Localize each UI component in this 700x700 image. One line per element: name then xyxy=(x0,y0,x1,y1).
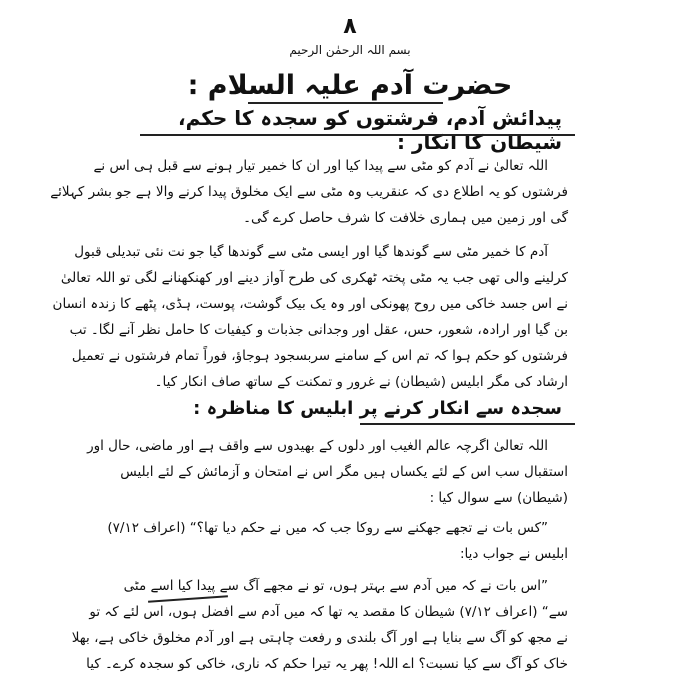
page-number: ۸ xyxy=(343,14,357,39)
paragraph-line: خاک کو آگ سے کیا نسبت؟ اے اللہ! پھر یہ تیرا حکم کہ ناری، خاکی کو سجدہ کرے۔ کیا xyxy=(86,656,568,672)
quran-quote: ”کس بات نے تجھے جھکنے سے روکا جب کہ میں نے حکم دیا تھا؟“ (اعراف ۷/۱۲) xyxy=(107,520,548,536)
chapter-heading: حضرت آدم علیہ السلام : xyxy=(187,70,513,101)
paragraph-line: فرشتوں کو یہ اطلاع دی کہ عنقریب وہ مٹی سے ایک مخلوق پیدا کرنے والا ہے جو بشر کہلائے xyxy=(50,184,568,200)
paragraph-line: نے مجھ کو آگ سے بنایا ہے اور آگ بلندی و رفعت چاہتی ہے اور آدم مخلوق خاکی ہے، بھلا xyxy=(71,630,568,646)
quran-quote-line: ”اس بات نے کہ میں آدم سے بہتر ہوں، تو نے مجھے آگ سے پیدا کیا اسے مٹی xyxy=(123,578,548,594)
paragraph-line: نے اس جسد خاکی میں روح پھونکی اور وہ یک بیک گوشت، پوست، ہڈی، پٹھے کا زندہ انسان xyxy=(52,296,568,312)
section-heading-underline xyxy=(360,423,575,425)
subheading-underline xyxy=(140,134,575,136)
quran-quote-line: سے“ (اعراف ۷/۱۲) شیطان کا مقصد یہ تھا کہ میں آدم سے افضل ہوں، اس لئے کہ تو xyxy=(89,604,568,620)
heading-underline xyxy=(248,102,443,104)
paragraph-line: آدم کا خمیر مٹی سے گوندھا گیا اور ایسی مٹی سے گوندھا گیا جو نت نئی تبدیلی قبول xyxy=(74,244,548,260)
paragraph-line: کرلینے والی تھی جب یہ مٹی پختہ ٹھکری کی طرح آواز دینے اور کھنکھنانے لگی تو اللہ تعالیٰ xyxy=(60,270,568,286)
section-heading: سجدہ سے انکار کرنے پر ابلیس کا مناظرہ : xyxy=(193,398,562,419)
paragraph-line: استقبال سب اس کے لئے یکساں ہیں مگر اس نے امتحان و آزمائش کے لئے ابلیس xyxy=(120,464,568,480)
paragraph-line: گی اور زمین میں ہماری خلافت کا شرف حاصل کرے گی۔ xyxy=(243,210,568,226)
bismillah: بسم اللہ الرحمٰن الرحیم xyxy=(289,43,411,57)
section-subheading: پیدائش آدم، فرشتوں کو سجدہ کا حکم، شیطان کا انکار : xyxy=(178,106,562,154)
pen-mark xyxy=(148,595,228,603)
paragraph-line: ارشاد کی مگر ابلیس (شیطان) نے غرور و تمکنت کے ساتھ صاف انکار کیا۔ xyxy=(154,374,568,390)
paragraph-line: اللہ تعالیٰ اگرچہ عالم الغیب اور دلوں کے بھیدوں سے واقف ہے اور ماضی، حال اور xyxy=(87,438,548,454)
reply-intro: ابلیس نے جواب دیا: xyxy=(459,546,568,562)
paragraph-line: بن گیا اور ارادہ، شعور، حس، عقل اور وجدانی جذبات و کیفیات کا حامل نظر آنے لگا۔ تب xyxy=(69,322,568,338)
paragraph-line: اللہ تعالیٰ نے آدم کو مٹی سے پیدا کیا اور ان کا خمیر تیار ہونے سے قبل ہی اس نے xyxy=(93,158,548,174)
paragraph-line: (شیطان) سے سوال کیا : xyxy=(429,490,568,506)
paragraph-line: فرشتوں کو حکم ہوا کہ تم اس کے سامنے سربسجود ہوجاؤ، فوراً تمام فرشتوں نے تعمیل xyxy=(71,348,568,364)
